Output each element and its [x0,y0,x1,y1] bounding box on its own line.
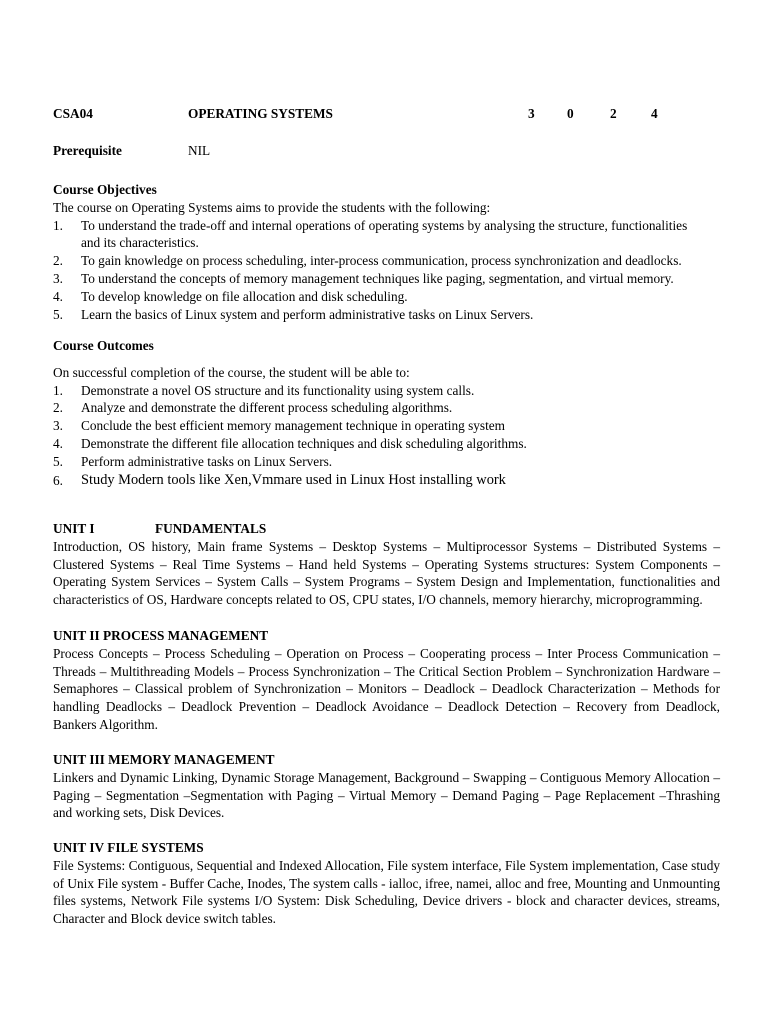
outcome-item: 1. Demonstrate a novel OS structure and its functionality using system calls. [53,382,475,398]
credit-c: 4 [651,106,658,121]
unit-4-body: File Systems: Contiguous, Sequential and Indexed Allocation, File system interface, File System implementation, Case study of Unix File system - Buffer Cache, Inodes, The system calls - ialloc, ifree, namei, alloc and free, Mounting and Unmounting files systems, Network File systems I/O System: Disk Scheduling, Device drivers - block and character devices, streams, Character and Block device switch tables. [53,857,720,927]
objectives-heading: Course Objectives [53,182,157,197]
objective-item: 1. To understand the trade-off and internal operations of operating systems by analysing the structure, functionalities and its characteristics. [53,217,688,251]
course-title: OPERATING SYSTEMS [188,106,333,121]
outcomes-heading: Course Outcomes [53,338,154,353]
outcome-item: 6. Study Modern tools like Xen,Vmmare used in Linux Host installing work [53,471,506,488]
credit-l: 3 [528,106,535,121]
objective-item: 4. To develop knowledge on file allocation and disk scheduling. [53,288,408,304]
unit-3-section [53,751,720,822]
course-objectives-section [53,181,720,323]
unit-3-body: Linkers and Dynamic Linking, Dynamic Storage Management, Background – Swapping – Contiguous Memory Allocation – Paging – Segmentation –Segmentation with Paging – Virtual Memory – Demand Paging – Page Replacement –Thrashing and working sets, Disk Devices. [53,769,720,821]
outcomes-intro: On successful completion of the course, the student will be able to: [53,364,410,380]
course-code: CSA04 [53,106,93,121]
unit-4-section [53,839,720,928]
outcome-item: 5. Perform administrative tasks on Linux Servers. [53,453,333,469]
unit-3-heading: UNIT III MEMORY MANAGEMENT [53,752,275,767]
objective-item: 3. To understand the concepts of memory management techniques like paging, segmentation, and virtual memory. [53,270,674,286]
unit-1-name: FUNDAMENTALS [155,521,267,536]
unit-2-heading: UNIT II PROCESS MANAGEMENT [53,628,269,643]
unit-1-label: UNIT I [53,521,95,536]
objective-item: 5. Learn the basics of Linux system and perform administrative tasks on Linux Servers. [53,306,534,322]
objectives-intro: The course on Operating Systems aims to provide the students with the following: [53,199,491,215]
credit-t: 0 [567,106,574,121]
prerequisite-value: NIL [188,143,211,158]
unit-4-heading: UNIT IV FILE SYSTEMS [53,840,204,855]
prerequisite-label: Prerequisite [53,143,122,158]
unit-2-body: Process Concepts – Process Scheduling – Operation on Process – Cooperating process – Inter Process Communication – Threads – Multithreading Models – Process Synchronization – The Critical Section Problem – Synchronization Hardware – Semaphores – Classical problem of Synchronization – Monitors – Deadlock – Deadlock Characterization – Methods for handling Deadlocks – Deadlock Prevention – Deadlock Avoidance – Deadlock Detection – Recovery from Deadlock, Bankers Algorithm. [53,645,720,732]
unit-1-section [53,520,720,609]
outcome-item: 2. Analyze and demonstrate the different process scheduling algorithms. [53,400,453,416]
course-outcomes-section [53,337,720,490]
outcome-item: 4. Demonstrate the different file allocation techniques and disk scheduling algorithms. [53,435,527,451]
credit-p: 2 [610,106,617,121]
outcome-item: 3. Conclude the best efficient memory management technique in operating system [53,418,506,434]
unit-1-body: Introduction, OS history, Main frame Systems – Desktop Systems – Multiprocessor Systems – Distributed Systems – Clustered Systems – Real Time Systems – Hand held Systems – Operating Systems structures: System Components – Operating System Services – System Calls – System Programs – System Design and Implementation, functionalities and characteristics of OS, Hardware concepts related to OS, CPU states, I/O channels, memory hierarchy, microprogramming. [53,538,720,608]
objective-item: 2. To gain knowledge on process scheduling, inter-process communication, process synchronization and deadlocks. [53,253,682,269]
unit-2-section [53,627,720,734]
